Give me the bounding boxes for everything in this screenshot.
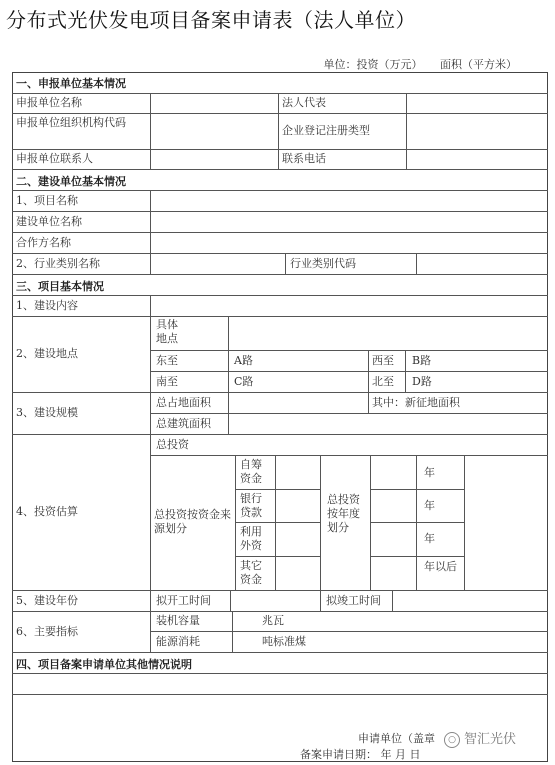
foreign-fund-label: 利用外资 — [240, 525, 262, 552]
rule — [230, 590, 231, 611]
rule — [320, 590, 321, 611]
section-2-heading: 二、建设单位基本情况 — [16, 175, 126, 188]
section-1-heading: 一、申报单位基本情况 — [16, 77, 126, 90]
capacity-unit: 兆瓦 — [262, 614, 284, 627]
rule — [235, 556, 320, 557]
new-land-label: 其中：新征地面积 — [372, 396, 460, 409]
application-date: 备案申请日期： 年 月 日 — [300, 748, 421, 761]
rule — [406, 93, 407, 169]
section-4-heading: 四、项目备案申请单位其他情况说明 — [16, 658, 192, 671]
location-label: 2、建设地点 — [16, 347, 78, 360]
rule — [232, 611, 233, 652]
west-value: B路 — [412, 354, 432, 367]
rule — [12, 673, 548, 674]
rule — [12, 190, 548, 191]
north-value: D路 — [412, 375, 432, 388]
finish-label: 拟竣工时间 — [326, 594, 381, 607]
applicant-name-label: 申报单位名称 — [16, 96, 82, 109]
rule — [12, 590, 548, 591]
east-label: 东至 — [156, 354, 178, 367]
rule — [228, 316, 229, 434]
bank-loan-label: 银行贷款 — [240, 492, 262, 519]
year-after: 年以后 — [424, 560, 457, 573]
industry-name-label: 2、行业类别名称 — [16, 257, 100, 270]
rule — [150, 190, 151, 274]
rule — [150, 631, 548, 632]
rule — [392, 590, 393, 611]
annual-label: 总投资按年度划分 — [327, 493, 360, 534]
rule — [12, 392, 548, 393]
watermark — [444, 728, 516, 748]
rule — [370, 556, 464, 557]
energy-unit: 吨标准煤 — [262, 635, 306, 648]
rule — [150, 413, 548, 414]
page-title: 分布式光伏发电项目备案申请表（法人单位） — [6, 8, 416, 32]
project-name-label: 1、项目名称 — [16, 194, 78, 207]
contact-label: 申报单位联系人 — [16, 152, 93, 165]
applicant-seal: 申请单位（盖章 — [358, 732, 435, 745]
rule — [416, 253, 417, 274]
builder-name-label: 建设单位名称 — [16, 215, 82, 228]
other-fund-label: 其它资金 — [240, 559, 262, 586]
rule — [320, 455, 321, 590]
rule — [235, 489, 320, 490]
rule — [12, 611, 548, 612]
content-label: 1、建设内容 — [16, 299, 78, 312]
partner-name-label: 合作方名称 — [16, 236, 71, 249]
rule — [12, 113, 548, 114]
reg-type-label: 企业登记注册类型 — [282, 124, 370, 137]
rule — [150, 455, 548, 456]
rule — [12, 93, 548, 94]
north-label: 北至 — [372, 375, 394, 388]
rule — [150, 93, 151, 169]
rule — [12, 232, 548, 233]
chat-bubble-icon: ○ — [444, 732, 460, 748]
rule — [150, 371, 548, 372]
rule — [12, 211, 548, 212]
west-label: 西至 — [372, 354, 394, 367]
self-fund-label: 自筹资金 — [240, 458, 262, 485]
section-3-heading: 三、项目基本情况 — [16, 280, 104, 293]
rule — [235, 522, 320, 523]
rule — [12, 253, 548, 254]
rule — [12, 295, 548, 296]
capacity-label: 装机容量 — [156, 614, 200, 627]
rule — [12, 652, 548, 653]
org-code-label: 申报单位组织机构代码 — [16, 116, 126, 129]
phone-label: 联系电话 — [282, 152, 326, 165]
year-2: 年 — [424, 499, 435, 512]
land-area-label: 总占地面积 — [156, 396, 211, 409]
energy-label: 能源消耗 — [156, 635, 200, 648]
rule — [464, 455, 465, 590]
scale-label: 3、建设规模 — [16, 406, 78, 419]
industry-code-label: 行业类别代码 — [290, 257, 356, 270]
rule — [370, 522, 464, 523]
invest-label: 4、投资估算 — [16, 505, 78, 518]
rule — [150, 350, 548, 351]
watermark-text: 智汇光伏 — [464, 732, 517, 747]
rule — [150, 455, 151, 590]
rule — [370, 489, 464, 490]
south-value: C路 — [234, 375, 254, 388]
rule — [235, 455, 236, 590]
year-3: 年 — [424, 532, 435, 545]
rule — [12, 149, 548, 150]
specific-location-label: 具体地点 — [156, 318, 178, 345]
rule — [12, 694, 548, 695]
year-label: 5、建设年份 — [16, 594, 78, 607]
east-value: A路 — [234, 354, 253, 367]
start-label: 拟开工时间 — [156, 594, 211, 607]
rule — [285, 253, 286, 274]
rule — [405, 350, 406, 392]
unit-note: 单位：投资（万元） 面积（平方米） — [323, 58, 517, 71]
rule — [275, 455, 276, 590]
source-label: 总投资按资金来源划分 — [154, 508, 231, 535]
rule — [12, 434, 548, 435]
total-invest-label: 总投资 — [156, 438, 189, 451]
rule — [12, 169, 548, 170]
south-label: 南至 — [156, 375, 178, 388]
build-area-label: 总建筑面积 — [156, 417, 211, 430]
rule — [416, 455, 417, 590]
rule — [370, 455, 371, 590]
indicator-label: 6、主要指标 — [16, 625, 78, 638]
rule — [368, 350, 369, 413]
legal-rep-label: 法人代表 — [282, 96, 326, 109]
rule — [12, 316, 548, 317]
year-1: 年 — [424, 466, 435, 479]
rule — [12, 274, 548, 275]
rule — [278, 93, 279, 169]
